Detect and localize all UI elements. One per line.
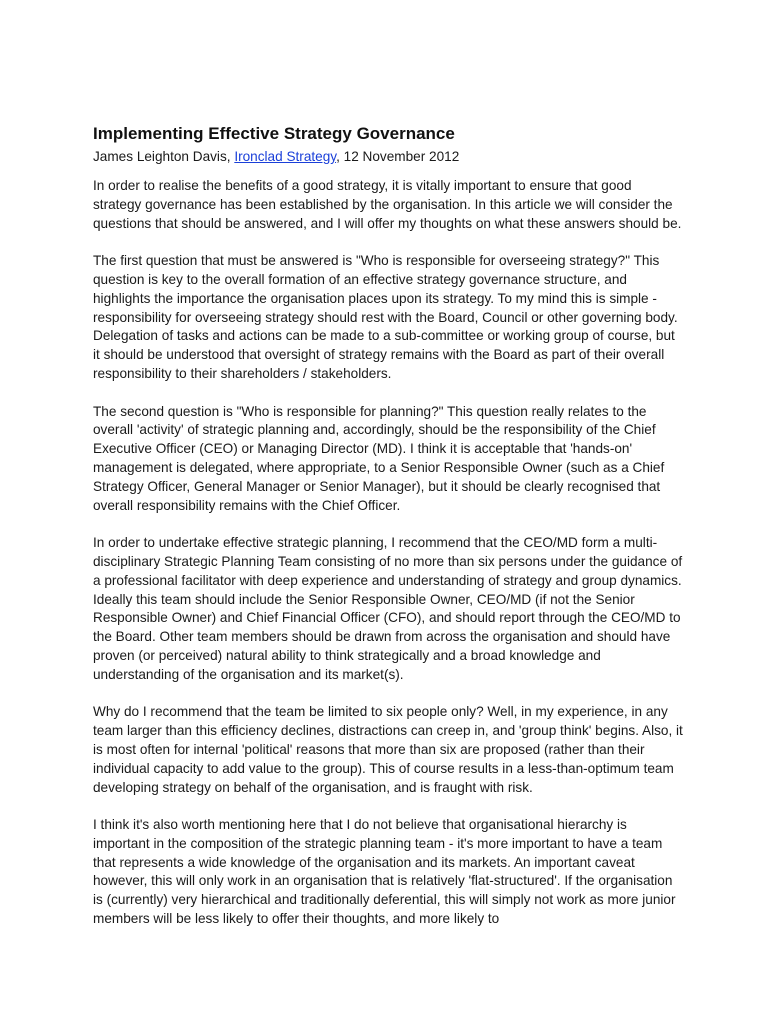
publication-date: , 12 November 2012 [336,149,460,164]
paragraph: Why do I recommend that the team be limited to six people only? Well, in my experience, in any team larger than this efficiency declines, distractions can creep in, and 'group think' begins. Also, it is most often for internal 'political' reasons that more than six are proposed (rather than their individual capacity to add value to the group). This of course results in a less-than-optimum team developing strategy on behalf of the organisation, and is fraught with risk. [93,704,683,795]
paragraph: In order to realise the benefits of a good strategy, it is vitally important to ensure that good strategy governance has been established by the organisation. In this article we will consider the questions that should be answered, and I will offer my thoughts on what these answers should be. [93,178,682,231]
byline [93,147,683,167]
author-name: James Leighton Davis [93,149,227,164]
article-title: Implementing Effective Strategy Governance [93,124,455,143]
document-page [93,122,683,929]
paragraph: In order to undertake effective strategic planning, I recommend that the CEO/MD form a multi-disciplinary Strategic Planning Team consisting of no more than six persons under the guidance of a professional facilitator with deep experience and understanding of strategy and group dynamics. Ideally this team should include the Senior Responsible Owner, CEO/MD (if not the Senior Responsible Owner) and Chief Financial Officer (CFO), and should report through the CEO/MD to the Board. Other team members should be drawn from across the organisation and should have proven (or perceived) natural ability to think strategically and a broad knowledge and understanding of the organisation and its market(s). [93,535,683,682]
article-body [93,177,683,929]
paragraph: The first question that must be answered is "Who is responsible for overseeing strategy?" This question is key to the overall formation of an effective strategy governance structure, and highlights the importance the organisation places upon its strategy. To my mind this is simple - responsibility for overseeing strategy should rest with the Board, Council or other governing body. Delegation of tasks and actions can be made to a sub-committee or working group of course, but it should be understood that oversight of strategy remains with the Board as part of their overall responsibility to their shareholders / stakeholders. [93,253,678,381]
paragraph: I think it's also worth mentioning here that I do not believe that organisational hierarchy is important in the composition of the strategic planning team - it's more important to have a team that represents a wide knowledge of the organisation and its markets. An important caveat however, this will only work in an organisation that is relatively 'flat-structured'. If the organisation is (currently) very hierarchical and traditionally deferential, this will simply not work as more junior members will be less likely to offer their thoughts, and more likely to [93,817,676,927]
byline-separator: , [226,149,235,164]
publisher-link[interactable]: Ironclad Strategy [234,149,337,164]
paragraph: The second question is "Who is responsible for planning?" This question really relates to the overall 'activity' of strategic planning and, accordingly, should be the responsibility of the Chief Executive Officer (CEO) or Managing Director (MD). I think it is acceptable that 'hands-on' management is delegated, where appropriate, to a Senior Responsible Owner (such as a Chief Strategy Officer, General Manager or Senior Manager), but it should be clearly recognised that overall responsibility remains with the Chief Officer. [93,403,665,513]
